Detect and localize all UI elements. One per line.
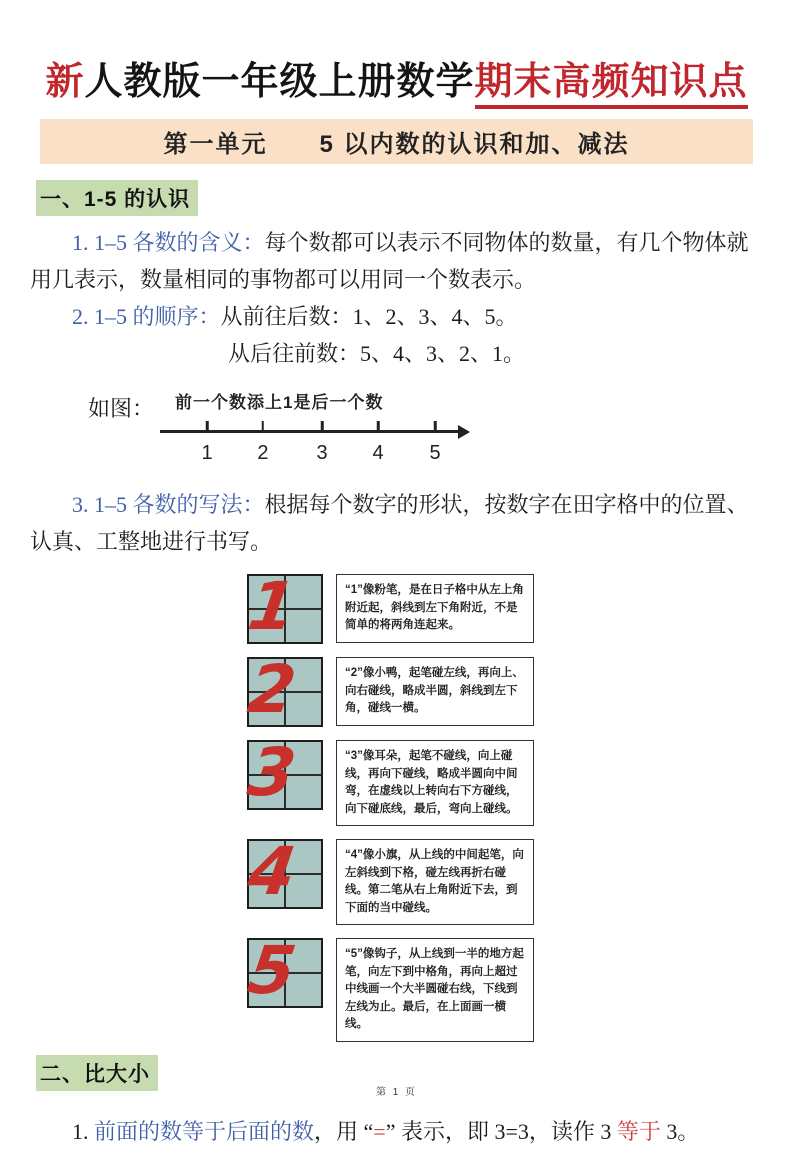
equals-word: 等于 [616, 1118, 661, 1144]
title-part-new: 新 [45, 61, 85, 103]
section1-item2-line2: 从后往前数：5、4、3、2、1。 [228, 341, 526, 366]
number-line-figure [30, 386, 763, 486]
tian-grid-3 [243, 734, 323, 812]
writing-row-4 [243, 833, 763, 925]
red-digit: 4 [243, 833, 301, 911]
writing-row-5 [243, 932, 763, 1042]
axis-tick [377, 421, 380, 432]
compare-mid1: ，用 “ [314, 1118, 374, 1144]
writing-row-1 [243, 568, 763, 646]
item1-lead: 1. 1–5 各数的含义： [72, 230, 265, 255]
unit-banner: 第一单元 5 以内数的认识和加、减法 [40, 119, 753, 164]
tick-label: 1 [201, 442, 213, 464]
section2-item1 [30, 1113, 763, 1150]
digit-writing-table [243, 568, 763, 1042]
arrow-right-icon [458, 425, 470, 439]
section1-item2-line1 [30, 298, 763, 335]
item3-body: 根据每个数字的形状，按数字在田字格中的位置、认真、工整地进行书写。 [30, 492, 749, 554]
writing-row-3 [243, 734, 763, 826]
item2-line1: 从前往后数：1、2、3、4、5。 [220, 304, 518, 329]
compare-mid2: ” 表示，即 3=3，读作 3 [385, 1118, 617, 1144]
title-part-highlight: 期末高频知识点 [475, 61, 748, 109]
axis-tick [321, 421, 324, 432]
red-digit: 3 [243, 734, 301, 812]
section1-item1 [30, 224, 763, 298]
page-number: 第 1 页 [375, 1087, 418, 1098]
compare-num: 1. [72, 1118, 94, 1144]
tick-label: 2 [257, 442, 269, 464]
writing-desc-1: “1”像粉笔，是在日子格中从左上角附近起，斜线到左下角附近，不是简单的将两角连起来。 [336, 574, 534, 643]
equals-sign: = [373, 1118, 386, 1144]
item1-body: 每个数都可以表示不同物体的数量，有几个物体就用几表示，数量相同的事物都可以用同一个数表示。 [30, 230, 749, 292]
axis-tick [434, 421, 437, 432]
tick-label: 3 [316, 442, 328, 464]
item3-lead: 3. 1–5 各数的写法： [72, 492, 265, 517]
writing-desc-2: “2”像小鸭，起笔碰左线，再向上、向右碰线，略成半圆，斜线到左下角，碰线一横。 [336, 657, 534, 726]
number-line-caption: 前一个数添上1是后一个数 [175, 393, 384, 412]
title-part-main: 人教版一年级上册数学 [84, 61, 475, 103]
writing-desc-3: “3”像耳朵，起笔不碰线，向上碰线，再向下碰线，略成半圆向中间弯，在虚线以上转向右下方碰线，向下碰底线，最后，弯向上碰线。 [336, 740, 534, 826]
number-line-axis [160, 430, 460, 464]
tian-grid-2 [243, 651, 323, 729]
section1-heading: 一、1-5 的认识 [36, 180, 198, 216]
writing-desc-4: “4”像小旗，从上线的中间起笔，向左斜线到下格，碰左线再折右碰线。第二笔从右上角附近下去，到下面的当中碰线。 [336, 839, 534, 925]
figure-label: 如图： [88, 396, 155, 421]
section1-heading-wrap [30, 180, 763, 216]
red-digit: 2 [243, 651, 301, 729]
red-digit: 1 [243, 568, 301, 646]
writing-row-2 [243, 651, 763, 729]
tick-label: 4 [372, 442, 384, 464]
tian-grid-5 [243, 932, 323, 1010]
section2-heading: 二、比大小 [36, 1055, 158, 1091]
red-digit: 5 [243, 932, 301, 1010]
page-title [30, 50, 763, 105]
compare-phrase: 前面的数等于后面的数 [94, 1118, 315, 1144]
tick-label: 5 [429, 442, 441, 464]
writing-desc-5: “5”像钩子，从上线到一半的地方起笔，向左下到中格角，再向上超过中线画一个大半圆碰右线，下线到左线为止。最后，在上面画一横线。 [336, 938, 534, 1042]
section1-item3 [30, 486, 763, 560]
tian-grid-1 [243, 568, 323, 646]
tian-grid-4 [243, 833, 323, 911]
axis-tick [206, 421, 209, 432]
item2-lead: 2. 1–5 的顺序： [72, 304, 221, 329]
axis-tick [262, 421, 265, 432]
compare-end: 3。 [660, 1118, 700, 1144]
